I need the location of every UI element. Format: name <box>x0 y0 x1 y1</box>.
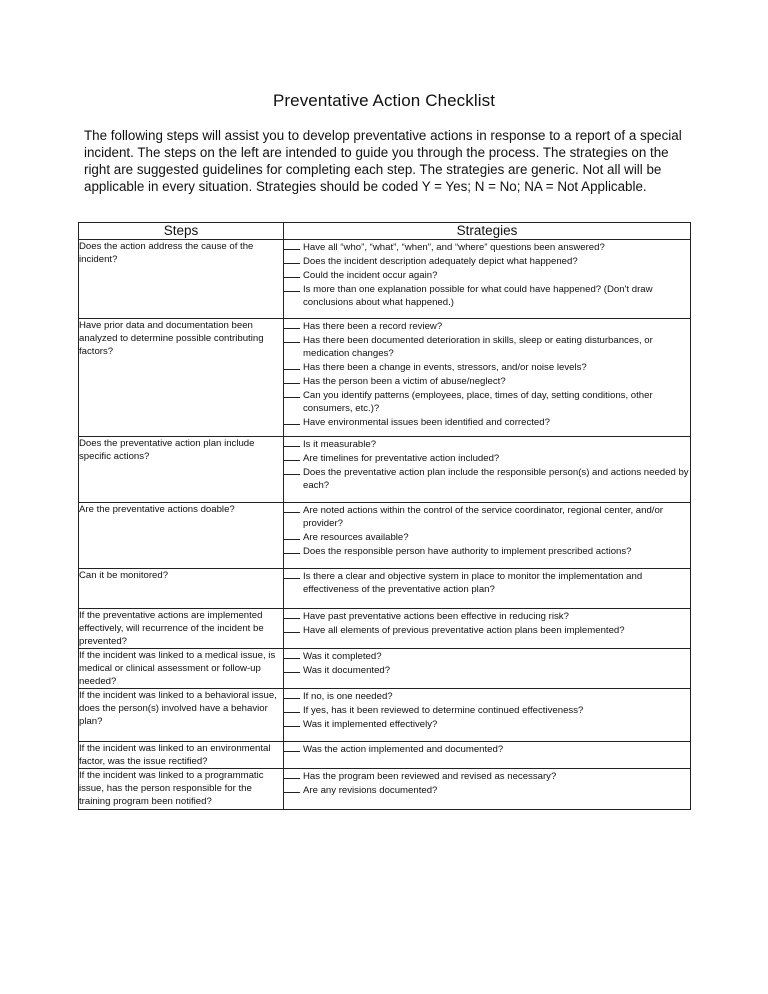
answer-blank[interactable] <box>284 282 300 292</box>
step-cell: Have prior data and documentation been analyzed to determine possible contributing factors? <box>79 319 284 437</box>
answer-blank[interactable] <box>284 717 300 727</box>
strategy-item: Has the program been reviewed and revised as necessary? <box>284 769 690 783</box>
answer-blank[interactable] <box>284 268 300 278</box>
table-row <box>79 503 691 569</box>
step-cell: Are the preventative actions doable? <box>79 503 284 569</box>
answer-blank[interactable] <box>284 530 300 540</box>
strategy-item: Are noted actions within the control of the service coordinator, regional center, and/or provider? <box>284 503 690 530</box>
strategy-item: Have all “who”, “what”, “when”, and “where” questions been answered? <box>284 240 690 254</box>
strategies-header: Strategies <box>284 223 691 240</box>
table-row <box>79 240 691 319</box>
answer-blank[interactable] <box>284 503 300 513</box>
step-cell: Does the preventative action plan include specific actions? <box>79 437 284 503</box>
strategy-item: Are resources available? <box>284 530 690 544</box>
strategy-item: Has there been documented deterioration in skills, sleep or eating disturbances, or medication changes? <box>284 333 690 360</box>
strategy-item: Could the incident occur again? <box>284 268 690 282</box>
strategy-item: Was the action implemented and documented? <box>284 742 690 756</box>
table-row <box>79 569 691 609</box>
table-row <box>79 742 691 769</box>
answer-blank[interactable] <box>284 783 300 793</box>
answer-blank[interactable] <box>284 649 300 659</box>
answer-blank[interactable] <box>284 569 300 579</box>
strategy-item: Is more than one explanation possible for what could have happened? (Don't draw conclusions about what happened.) <box>284 282 690 309</box>
strategy-item: Is there a clear and objective system in place to monitor the implementation and effectiveness of the preventative action plan? <box>284 569 690 596</box>
strategies-cell <box>284 240 691 319</box>
strategy-item: Are timelines for preventative action included? <box>284 451 690 465</box>
strategy-item: Can you identify patterns (employees, place, times of day, setting conditions, other consumers, etc.)? <box>284 388 690 415</box>
answer-blank[interactable] <box>284 689 300 699</box>
step-cell: Does the action address the cause of the incident? <box>79 240 284 319</box>
strategies-cell <box>284 503 691 569</box>
intro-paragraph: The following steps will assist you to develop preventative actions in response to a report of a special incident. The steps on the left are intended to guide you through the process. The strategies on the right are suggested guidelines for completing each step. The strategies are generic. Not all will be applicable in every situation. Strategies should be coded Y = Yes; N = No; NA = Not Applicable. <box>84 128 682 194</box>
answer-blank[interactable] <box>284 388 300 398</box>
answer-blank[interactable] <box>284 437 300 447</box>
answer-blank[interactable] <box>284 254 300 264</box>
strategy-item: If no, is one needed? <box>284 689 690 703</box>
answer-blank[interactable] <box>284 333 300 343</box>
strategy-item: Has there been a record review? <box>284 319 690 333</box>
strategies-cell <box>284 569 691 609</box>
strategy-item: Are any revisions documented? <box>284 783 690 797</box>
strategy-item: Does the preventative action plan include the responsible person(s) and actions needed by each? <box>284 465 690 492</box>
strategies-cell <box>284 689 691 742</box>
strategy-item: Have past preventative actions been effective in reducing risk? <box>284 609 690 623</box>
strategy-item: Does the incident description adequately depict what happened? <box>284 254 690 268</box>
step-cell: If the preventative actions are implemented effectively, will recurrence of the incident be prevented? <box>79 609 284 649</box>
strategies-cell <box>284 649 691 689</box>
strategy-item: Has the person been a victim of abuse/neglect? <box>284 374 690 388</box>
strategies-cell <box>284 769 691 810</box>
answer-blank[interactable] <box>284 360 300 370</box>
answer-blank[interactable] <box>284 240 300 250</box>
strategy-item: Is it measurable? <box>284 437 690 451</box>
strategy-item: Have environmental issues been identified and corrected? <box>284 415 690 429</box>
step-cell: Can it be monitored? <box>79 569 284 609</box>
table-row <box>79 319 691 437</box>
step-cell: If the incident was linked to a medical issue, is medical or clinical assessment or follow-up needed? <box>79 649 284 689</box>
checklist-table <box>78 222 691 810</box>
strategy-item: Was it documented? <box>284 663 690 677</box>
step-cell: If the incident was linked to a behavioral issue, does the person(s) involved have a behavior plan? <box>79 689 284 742</box>
answer-blank[interactable] <box>284 415 300 425</box>
step-cell: If the incident was linked to a programmatic issue, has the person responsible for the training program been notified? <box>79 769 284 810</box>
strategies-cell <box>284 742 691 769</box>
answer-blank[interactable] <box>284 663 300 673</box>
table-row <box>79 437 691 503</box>
page-title: Preventative Action Checklist <box>272 91 496 110</box>
answer-blank[interactable] <box>284 623 300 633</box>
answer-blank[interactable] <box>284 451 300 461</box>
answer-blank[interactable] <box>284 703 300 713</box>
answer-blank[interactable] <box>284 742 300 752</box>
steps-header: Steps <box>79 223 284 240</box>
answer-blank[interactable] <box>284 465 300 475</box>
strategy-item: Was it completed? <box>284 649 690 663</box>
answer-blank[interactable] <box>284 374 300 384</box>
strategy-item: Has there been a change in events, stressors, and/or noise levels? <box>284 360 690 374</box>
strategy-item: Does the responsible person have authority to implement prescribed actions? <box>284 544 690 558</box>
strategy-item: Have all elements of previous preventative action plans been implemented? <box>284 623 690 637</box>
step-cell: If the incident was linked to an environmental factor, was the issue rectified? <box>79 742 284 769</box>
answer-blank[interactable] <box>284 609 300 619</box>
table-row <box>79 689 691 742</box>
answer-blank[interactable] <box>284 544 300 554</box>
strategy-item: If yes, has it been reviewed to determine continued effectiveness? <box>284 703 690 717</box>
table-row <box>79 769 691 810</box>
table-row <box>79 609 691 649</box>
table-header-row <box>79 223 691 240</box>
answer-blank[interactable] <box>284 319 300 329</box>
answer-blank[interactable] <box>284 769 300 779</box>
table-row <box>79 649 691 689</box>
strategies-cell <box>284 609 691 649</box>
strategies-cell <box>284 319 691 437</box>
strategies-cell <box>284 437 691 503</box>
strategy-item: Was it implemented effectively? <box>284 717 690 731</box>
